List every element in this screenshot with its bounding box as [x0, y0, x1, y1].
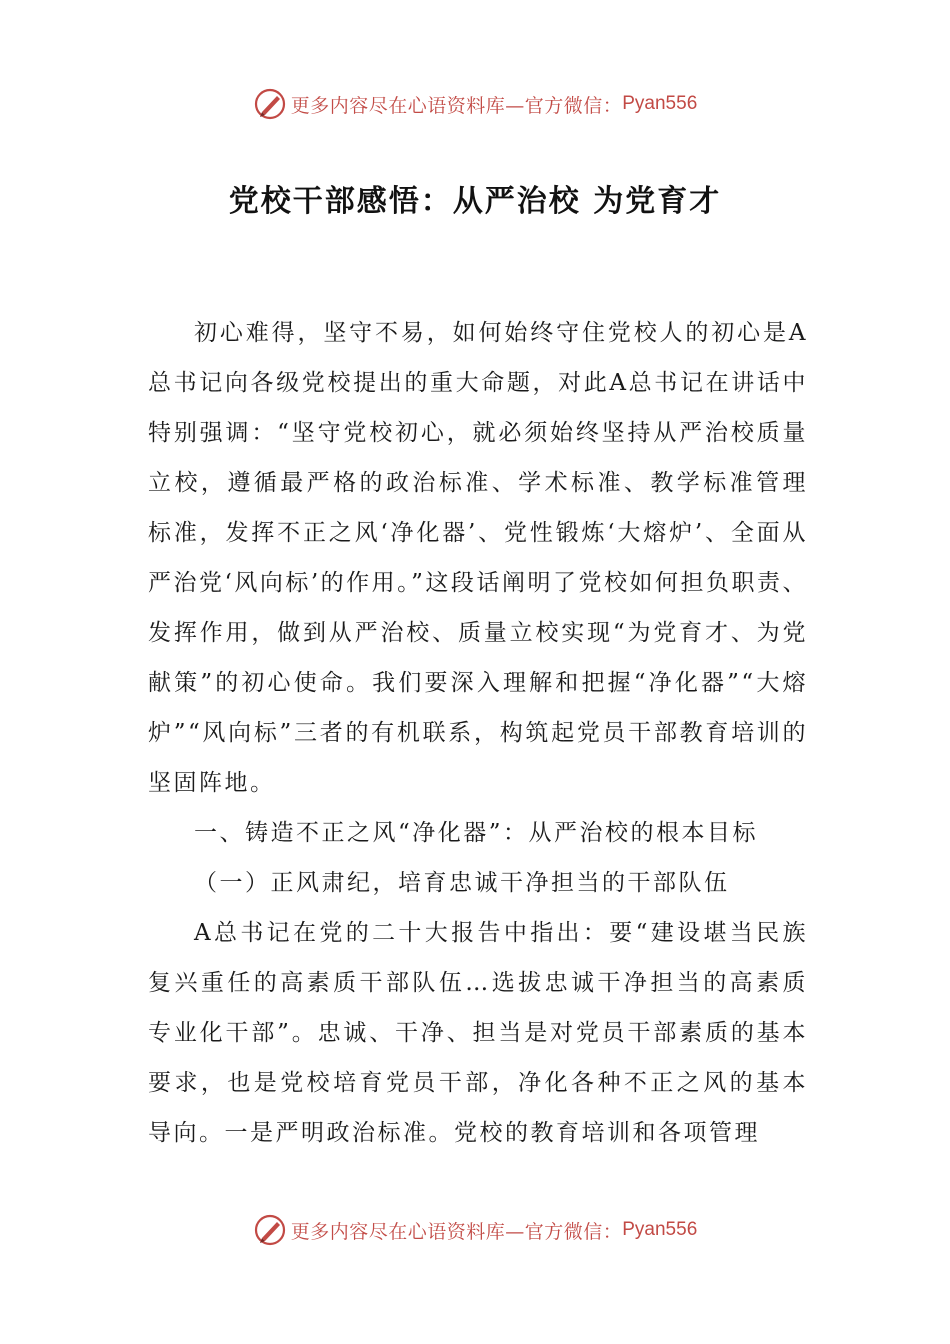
subsection-heading: （一）正风肃纪，培育忠诚干净担当的干部队伍: [194, 870, 730, 896]
intro-paragraph: 初心难得，坚守不易，如何始终守住党校人的初心是A总书记向各级党校提出的重大命题，对此A总书记在讲话中特别强调：“坚守党校初心，就必须始终坚持从严治校质量立校，遵循最严格的政治标准、学术标准、教学标准管理标准，发挥不正之风‘净化器’、党性锻炼‘大熔炉’、全面从严治党‘风向标’的作用。”这段话阐明了党校如何担负职责、发挥作用，做到从严治校、质量立校实现“为党育才、为党献策”的初心使命。我们要深入理解和把握“净化器”“大熔炉”“风向标”三者的有机联系，构筑起党员干部教育培训的坚固阵地。: [148, 320, 808, 796]
document-body: [148, 308, 808, 1158]
watermark-text: 更多内容尽在心语资料库—官方微信：: [290, 94, 623, 117]
pen-logo-icon: [253, 1213, 287, 1247]
pen-logo-icon: [253, 87, 287, 121]
watermark-wechat-id: Pyan556: [622, 1219, 698, 1240]
watermark-text: 更多内容尽在心语资料库—官方微信：: [290, 1220, 623, 1243]
body-paragraph: A总书记在党的二十大报告中指出：要“建设堪当民族复兴重任的高素质干部队伍…选拔忠诚干净担当的高素质专业化干部”。忠诚、干净、担当是对党员干部素质的基本要求，也是党校培育党员干部，净化各种不正之风的基本导向。一是严明政治标准。党校的教育培训和各项管理: [148, 920, 808, 1146]
header-watermark: [0, 84, 950, 124]
watermark-wechat-id: Pyan556: [622, 93, 698, 114]
page-title: 党校干部感悟：从严治校 为党育才: [228, 184, 722, 219]
footer-watermark: [0, 1210, 950, 1250]
section-heading: 一、铸造不正之风“净化器”：从严治校的根本目标: [194, 820, 759, 846]
